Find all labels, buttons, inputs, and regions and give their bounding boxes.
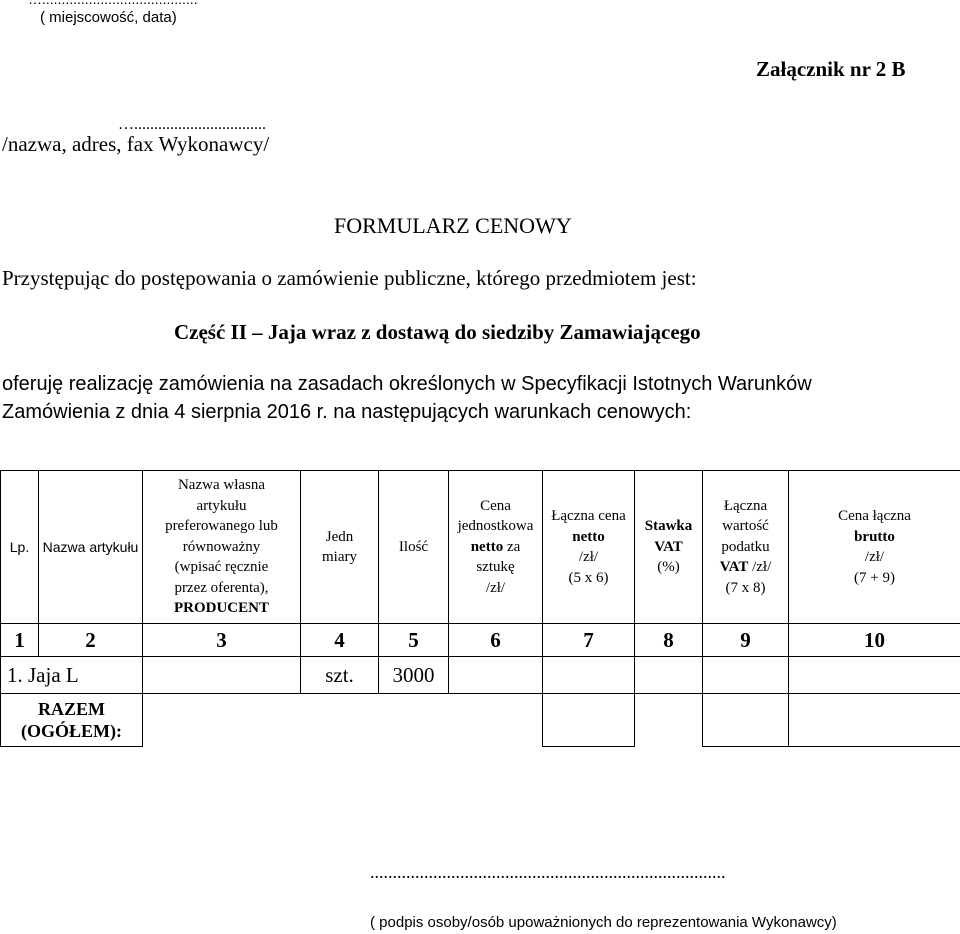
signature-label: ( podpis osoby/osób upoważnionych do reprezentowania Wykonawcy)	[370, 914, 837, 931]
item-lp: 1.	[7, 662, 23, 687]
item-lp-name-cell	[1, 657, 143, 694]
form-title: FORMULARZ CENOWY	[334, 213, 572, 238]
header-total-net: Łączna cena netto /zł/ (5 x 6)	[543, 471, 635, 624]
total-label: RAZEM (OGÓŁEM):	[1, 694, 143, 747]
column-number: 10	[789, 624, 960, 657]
column-number: 4	[301, 624, 379, 657]
header-name: Nazwa artykułu	[39, 471, 143, 624]
place-date-dots	[28, 0, 198, 7]
header-qty: Ilość	[379, 471, 449, 624]
header-vat-rate: Stawka VAT (%)	[635, 471, 703, 624]
table-row	[1, 657, 960, 694]
header-unit-price: Cena jednostkowa netto za sztukę /zł/	[449, 471, 543, 624]
header-own-name: Nazwa własna artykułu preferowanego lub równoważny (wpisać ręcznie przez oferenta), PRODUCENT	[143, 471, 301, 624]
offer-text-line2: Zamówienia z dnia 4 sierpnia 2016 r. na następujących warunkach cenowych:	[2, 401, 692, 423]
column-number: 9	[703, 624, 789, 657]
item-total-gross-cell[interactable]	[789, 657, 960, 694]
item-unit-price-cell[interactable]	[449, 657, 543, 694]
contractor-label: /nazwa, adres, fax Wykonawcy/	[2, 132, 270, 156]
total-row	[1, 694, 960, 747]
header-unit: Jedn miary	[301, 471, 379, 624]
total-net-cell[interactable]	[543, 694, 635, 747]
column-number: 7	[543, 624, 635, 657]
column-numbers-row	[1, 624, 960, 657]
item-unit: szt.	[301, 657, 379, 694]
column-number: 2	[39, 624, 143, 657]
item-vat-value-cell[interactable]	[703, 657, 789, 694]
column-number: 8	[635, 624, 703, 657]
signature-dots: ...............................................................................	[370, 862, 726, 882]
item-qty: 3000	[379, 657, 449, 694]
item-total-net-cell[interactable]	[543, 657, 635, 694]
offer-text-line1: oferuję realizację zamówienia na zasadach określonych w Specyfikacji Istotnych Warunków	[2, 373, 812, 395]
intro-text: Przystępując do postępowania o zamówienie publiczne, którego przedmiotem jest:	[2, 266, 697, 290]
part-title: Część II – Jaja wraz z dostawą do siedziby Zamawiającego	[174, 320, 701, 344]
item-own-name-cell[interactable]	[143, 657, 301, 694]
column-number: 5	[379, 624, 449, 657]
column-number: 6	[449, 624, 543, 657]
total-vat-cell[interactable]	[703, 694, 789, 747]
place-date-label: ( miejscowość, data)	[40, 9, 177, 26]
header-vat-value: Łączna wartość podatku VAT /zł/ (7 x 8)	[703, 471, 789, 624]
price-table	[0, 470, 960, 747]
annex-label: Załącznik nr 2 B	[756, 57, 906, 81]
column-number: 3	[143, 624, 301, 657]
contractor-dots: ….................................	[118, 116, 266, 133]
item-vat-rate-cell[interactable]	[635, 657, 703, 694]
total-gross-cell[interactable]	[789, 694, 960, 747]
item-name: Jaja L	[28, 662, 79, 687]
header-lp: Lp.	[1, 471, 39, 624]
column-number: 1	[1, 624, 39, 657]
table-header-row	[1, 471, 960, 624]
header-total-gross: Cena łączna brutto /zł/ (7 + 9)	[789, 471, 960, 624]
